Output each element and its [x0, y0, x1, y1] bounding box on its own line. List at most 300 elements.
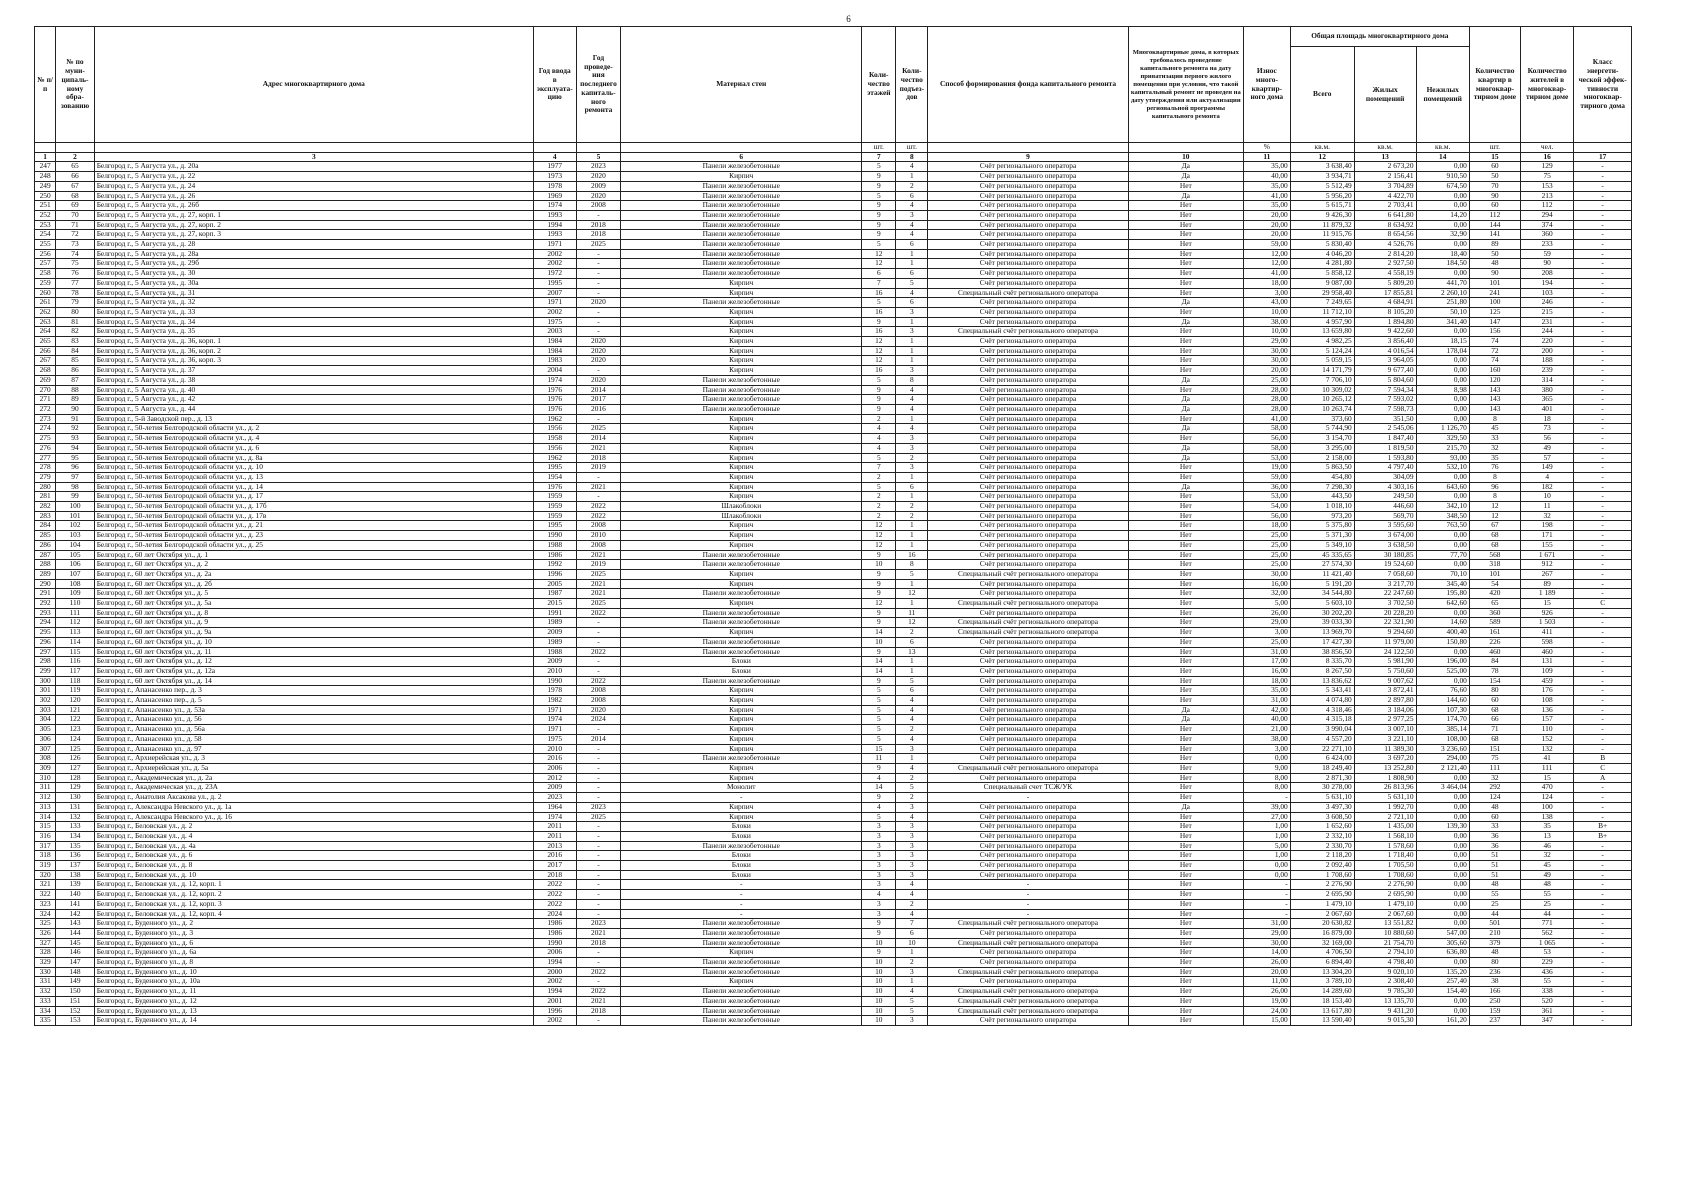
address-cell: Белгород г., 50-летия Белгородской области ул., д. 17: [94, 492, 533, 502]
year-built-cell: 2002: [533, 307, 576, 317]
apartments-cell: 360: [1469, 608, 1520, 618]
column-number: 7: [862, 152, 896, 162]
table-row: [35, 278, 1632, 288]
residents-cell: 138: [1521, 812, 1574, 822]
year-repair-cell: 2018: [576, 220, 621, 230]
year-built-cell: 2003: [533, 327, 576, 337]
area-total-cell: 32 169,00: [1290, 938, 1354, 948]
area-nonliving-cell: 547,00: [1416, 928, 1469, 938]
area-total-cell: 5 349,10: [1290, 540, 1354, 550]
column-number: 8: [896, 152, 928, 162]
entrances-cell: 2: [896, 899, 928, 909]
energy-class-cell: -: [1574, 249, 1632, 259]
table-row: [35, 443, 1632, 453]
needs-repair-cell: Нет: [1128, 618, 1243, 628]
energy-class-cell: -: [1574, 375, 1632, 385]
energy-class-cell: -: [1574, 172, 1632, 182]
apartments-cell: 71: [1469, 725, 1520, 735]
entrances-cell: 12: [896, 618, 928, 628]
area-total-cell: 11 915,76: [1290, 230, 1354, 240]
residents-cell: 112: [1521, 201, 1574, 211]
residents-cell: 155: [1521, 540, 1574, 550]
residents-cell: 48: [1521, 880, 1574, 890]
address-cell: Белгород г., Апанасенко ул., д. 53а: [94, 705, 533, 715]
year-repair-cell: -: [576, 249, 621, 259]
area-total-cell: 6 894,40: [1290, 958, 1354, 968]
table-row: [35, 647, 1632, 657]
wear-percent-cell: 1,00: [1243, 831, 1290, 841]
wall-material-cell: Кирпич: [621, 317, 862, 327]
entrances-cell: 4: [896, 987, 928, 997]
mun-number-cell: 101: [56, 511, 94, 521]
address-cell: Белгород г., 5 Августа ул., д. 30: [94, 269, 533, 279]
entrances-cell: 2: [896, 453, 928, 463]
address-cell: Белгород г., 60 лет Октября ул., д. 10: [94, 637, 533, 647]
needs-repair-cell: Нет: [1128, 210, 1243, 220]
area-total-cell: 9 426,30: [1290, 210, 1354, 220]
apartments-cell: 161: [1469, 628, 1520, 638]
wear-percent-cell: 41,00: [1243, 269, 1290, 279]
area-living-cell: 5 809,20: [1354, 278, 1416, 288]
wall-material-cell: Кирпич: [621, 705, 862, 715]
fund-method-cell: Счёт регионального оператора: [928, 404, 1128, 414]
apartments-cell: 60: [1469, 696, 1520, 706]
entrances-cell: 4: [896, 880, 928, 890]
wall-material-cell: -: [621, 909, 862, 919]
floors-cell: 10: [862, 1016, 896, 1026]
entrances-cell: 1: [896, 657, 928, 667]
year-built-cell: 1996: [533, 1006, 576, 1016]
apartments-cell: 112: [1469, 210, 1520, 220]
floors-cell: 3: [862, 899, 896, 909]
needs-repair-cell: Нет: [1128, 599, 1243, 609]
row-number-cell: 265: [35, 337, 56, 347]
area-nonliving-cell: 2 260,10: [1416, 288, 1469, 298]
fund-method-cell: Счёт регионального оператора: [928, 773, 1128, 783]
wear-percent-cell: 30,00: [1243, 346, 1290, 356]
unit-residents: чел.: [1521, 143, 1574, 153]
fund-method-cell: Счёт регионального оператора: [928, 579, 1128, 589]
energy-class-cell: -: [1574, 938, 1632, 948]
floors-cell: 2: [862, 472, 896, 482]
entrances-cell: 6: [896, 269, 928, 279]
row-number-cell: 306: [35, 734, 56, 744]
floors-cell: 9: [862, 550, 896, 560]
fund-method-cell: Специальный счёт регионального оператора: [928, 996, 1128, 1006]
mun-number-cell: 144: [56, 928, 94, 938]
area-nonliving-cell: 1 126,70: [1416, 424, 1469, 434]
table-row: [35, 191, 1632, 201]
apartments-cell: 65: [1469, 599, 1520, 609]
floors-cell: 4: [862, 434, 896, 444]
address-cell: Белгород г., 60 лет Октября ул., д. 5а: [94, 599, 533, 609]
wall-material-cell: Кирпич: [621, 599, 862, 609]
residents-cell: 149: [1521, 463, 1574, 473]
row-number-cell: 335: [35, 1016, 56, 1026]
table-row: [35, 424, 1632, 434]
needs-repair-cell: Нет: [1128, 521, 1243, 531]
row-number-cell: 321: [35, 880, 56, 890]
apartments-cell: 379: [1469, 938, 1520, 948]
needs-repair-cell: Нет: [1128, 754, 1243, 764]
fund-method-cell: Счёт регионального оператора: [928, 162, 1128, 172]
row-number-cell: 256: [35, 249, 56, 259]
floors-cell: 5: [862, 453, 896, 463]
needs-repair-cell: Нет: [1128, 628, 1243, 638]
year-repair-cell: 2023: [576, 162, 621, 172]
needs-repair-cell: Нет: [1128, 666, 1243, 676]
year-built-cell: 2009: [533, 657, 576, 667]
area-living-cell: 7 594,34: [1354, 385, 1416, 395]
area-living-cell: 2 276,90: [1354, 880, 1416, 890]
area-living-cell: 1 568,10: [1354, 831, 1416, 841]
area-nonliving-cell: 0,00: [1416, 366, 1469, 376]
entrances-cell: 1: [896, 317, 928, 327]
year-built-cell: 2016: [533, 754, 576, 764]
energy-class-cell: -: [1574, 443, 1632, 453]
entrances-cell: 5: [896, 783, 928, 793]
wall-material-cell: Кирпич: [621, 579, 862, 589]
address-cell: Белгород г., 5 Августа ул., д. 32: [94, 298, 533, 308]
mun-number-cell: 110: [56, 599, 94, 609]
entrances-cell: 1: [896, 948, 928, 958]
mun-number-cell: 73: [56, 240, 94, 250]
entrances-cell: 5: [896, 1006, 928, 1016]
address-cell: Белгород г., Апанасенко ул., д. 56а: [94, 725, 533, 735]
needs-repair-cell: Нет: [1128, 240, 1243, 250]
entrances-cell: 3: [896, 307, 928, 317]
area-living-cell: 7 598,73: [1354, 404, 1416, 414]
area-total-cell: 5 956,20: [1290, 191, 1354, 201]
floors-cell: 2: [862, 414, 896, 424]
fund-method-cell: Счёт регионального оператора: [928, 356, 1128, 366]
table-row: [35, 793, 1632, 803]
needs-repair-cell: Нет: [1128, 531, 1243, 541]
row-number-cell: 282: [35, 502, 56, 512]
column-number: 9: [928, 152, 1128, 162]
entrances-cell: 1: [896, 492, 928, 502]
area-living-cell: 3 217,70: [1354, 579, 1416, 589]
wall-material-cell: Панели железобетонные: [621, 589, 862, 599]
area-living-cell: 9 785,30: [1354, 987, 1416, 997]
wall-material-cell: Панели железобетонные: [621, 550, 862, 560]
area-living-cell: 3 702,50: [1354, 599, 1416, 609]
row-number-cell: 330: [35, 967, 56, 977]
needs-repair-cell: Нет: [1128, 327, 1243, 337]
floors-cell: 9: [862, 230, 896, 240]
wear-percent-cell: 0,00: [1243, 754, 1290, 764]
apartments-cell: 568: [1469, 550, 1520, 560]
entrances-cell: 1: [896, 259, 928, 269]
table-row: [35, 899, 1632, 909]
row-number-cell: 311: [35, 783, 56, 793]
fund-method-cell: Счёт регионального оператора: [928, 249, 1128, 259]
row-number-cell: 284: [35, 521, 56, 531]
wear-percent-cell: 41,00: [1243, 191, 1290, 201]
area-nonliving-cell: 0,00: [1416, 375, 1469, 385]
needs-repair-cell: Нет: [1128, 307, 1243, 317]
area-nonliving-cell: 348,50: [1416, 511, 1469, 521]
fund-method-cell: Счёт регионального оператора: [928, 686, 1128, 696]
floors-cell: 3: [862, 851, 896, 861]
address-cell: Белгород г., Беловская ул., д. 12, корп. 2: [94, 890, 533, 900]
wall-material-cell: Кирпич: [621, 307, 862, 317]
year-built-cell: 1990: [533, 676, 576, 686]
address-cell: Белгород г., 60 лет Октября ул., д. 12: [94, 657, 533, 667]
residents-cell: 220: [1521, 337, 1574, 347]
floors-cell: 11: [862, 754, 896, 764]
mun-number-cell: 109: [56, 589, 94, 599]
year-repair-cell: -: [576, 773, 621, 783]
year-built-cell: 1976: [533, 385, 576, 395]
header-fund: Способ формирования фонда капитального ремонта: [928, 27, 1128, 143]
residents-cell: 59: [1521, 249, 1574, 259]
needs-repair-cell: Нет: [1128, 841, 1243, 851]
year-built-cell: 2002: [533, 1016, 576, 1026]
residents-cell: 89: [1521, 579, 1574, 589]
mun-number-cell: 137: [56, 861, 94, 871]
header-year-built: Год ввода в эксплуата-цию: [533, 27, 576, 143]
needs-repair-cell: Нет: [1128, 870, 1243, 880]
year-repair-cell: -: [576, 783, 621, 793]
fund-method-cell: Счёт регионального оператора: [928, 550, 1128, 560]
address-cell: Белгород г., 5 Августа ул., д. 36, корп. 3: [94, 356, 533, 366]
address-cell: Белгород г., 60 лет Октября ул., д. 14: [94, 676, 533, 686]
wall-material-cell: Панели железобетонные: [621, 230, 862, 240]
entrances-cell: 1: [896, 172, 928, 182]
fund-method-cell: Счёт регионального оператора: [928, 540, 1128, 550]
year-built-cell: 1956: [533, 424, 576, 434]
area-total-cell: 1 479,10: [1290, 899, 1354, 909]
address-cell: Белгород г., Беловская ул., д. 4: [94, 831, 533, 841]
energy-class-cell: -: [1574, 647, 1632, 657]
area-total-cell: 3 638,40: [1290, 162, 1354, 172]
year-repair-cell: 2018: [576, 1006, 621, 1016]
needs-repair-cell: Нет: [1128, 502, 1243, 512]
entrances-cell: 2: [896, 725, 928, 735]
address-cell: Белгород г., 5 Августа ул., д. 34: [94, 317, 533, 327]
mun-number-cell: 106: [56, 560, 94, 570]
year-built-cell: 1989: [533, 618, 576, 628]
floors-cell: 2: [862, 502, 896, 512]
floors-cell: 9: [862, 404, 896, 414]
year-built-cell: 2018: [533, 870, 576, 880]
address-cell: Белгород г., 50-летия Белгородской области ул., д. 10: [94, 463, 533, 473]
area-living-cell: 9 431,20: [1354, 1006, 1416, 1016]
address-cell: Белгород г., 50-летия Белгородской области ул., д. 4: [94, 434, 533, 444]
table-row: [35, 822, 1632, 832]
address-cell: Белгород г., 5 Августа ул., д. 28а: [94, 249, 533, 259]
year-repair-cell: -: [576, 618, 621, 628]
floors-cell: 14: [862, 783, 896, 793]
area-nonliving-cell: 0,00: [1416, 414, 1469, 424]
year-repair-cell: 2021: [576, 928, 621, 938]
wear-percent-cell: 35,00: [1243, 181, 1290, 191]
row-number-cell: 283: [35, 511, 56, 521]
wall-material-cell: Кирпич: [621, 278, 862, 288]
apartments-cell: 147: [1469, 317, 1520, 327]
row-number-cell: 248: [35, 172, 56, 182]
residents-cell: 103: [1521, 288, 1574, 298]
floors-cell: 15: [862, 744, 896, 754]
wall-material-cell: Блоки: [621, 657, 862, 667]
area-total-cell: 17 427,30: [1290, 637, 1354, 647]
wear-percent-cell: -: [1243, 899, 1290, 909]
entrances-cell: 4: [896, 201, 928, 211]
entrances-cell: 3: [896, 327, 928, 337]
year-repair-cell: 2008: [576, 540, 621, 550]
wear-percent-cell: -: [1243, 793, 1290, 803]
table-row: [35, 812, 1632, 822]
area-nonliving-cell: 196,00: [1416, 657, 1469, 667]
wear-percent-cell: 11,00: [1243, 977, 1290, 987]
wall-material-cell: Кирпич: [621, 977, 862, 987]
mun-number-cell: 77: [56, 278, 94, 288]
area-nonliving-cell: 0,00: [1416, 909, 1469, 919]
needs-repair-cell: Нет: [1128, 725, 1243, 735]
residents-cell: 100: [1521, 802, 1574, 812]
residents-cell: 231: [1521, 317, 1574, 327]
address-cell: Белгород г., 50-летия Белгородской области ул., д. 2: [94, 424, 533, 434]
wear-percent-cell: 35,00: [1243, 686, 1290, 696]
wear-percent-cell: 9,00: [1243, 764, 1290, 774]
address-cell: Белгород г., 5 Августа ул., д. 29б: [94, 259, 533, 269]
address-cell: Белгород г., 5 Августа ул., д. 22: [94, 172, 533, 182]
address-cell: Белгород г., Буденного ул., д. 8: [94, 958, 533, 968]
year-repair-cell: -: [576, 880, 621, 890]
area-total-cell: 13 617,80: [1290, 1006, 1354, 1016]
fund-method-cell: Счёт регионального оператора: [928, 492, 1128, 502]
wall-material-cell: Шлакоблоки: [621, 502, 862, 512]
area-living-cell: 4 016,54: [1354, 346, 1416, 356]
apartments-cell: 166: [1469, 987, 1520, 997]
area-living-cell: 7 593,02: [1354, 395, 1416, 405]
energy-class-cell: -: [1574, 317, 1632, 327]
residents-cell: 239: [1521, 366, 1574, 376]
area-living-cell: 2 897,80: [1354, 696, 1416, 706]
apartments-cell: 51: [1469, 851, 1520, 861]
needs-repair-cell: Нет: [1128, 734, 1243, 744]
year-repair-cell: 2021: [576, 550, 621, 560]
floors-cell: 3: [862, 861, 896, 871]
energy-class-cell: -: [1574, 1016, 1632, 1026]
year-repair-cell: -: [576, 958, 621, 968]
unit-area-living: кв.м.: [1354, 143, 1416, 153]
residents-cell: 208: [1521, 269, 1574, 279]
area-living-cell: 9 294,60: [1354, 628, 1416, 638]
address-cell: Белгород г., Александра Невского ул., д. 16: [94, 812, 533, 822]
fund-method-cell: Счёт регионального оператора: [928, 472, 1128, 482]
year-repair-cell: 2018: [576, 938, 621, 948]
table-row: [35, 307, 1632, 317]
year-repair-cell: -: [576, 210, 621, 220]
year-built-cell: 2010: [533, 744, 576, 754]
mun-number-cell: 125: [56, 744, 94, 754]
wall-material-cell: Панели железобетонные: [621, 1006, 862, 1016]
mun-number-cell: 134: [56, 831, 94, 841]
energy-class-cell: -: [1574, 327, 1632, 337]
wear-percent-cell: 24,00: [1243, 1006, 1290, 1016]
year-repair-cell: 2022: [576, 676, 621, 686]
area-total-cell: 3 497,30: [1290, 802, 1354, 812]
floors-cell: 16: [862, 327, 896, 337]
apartments-cell: 12: [1469, 511, 1520, 521]
needs-repair-cell: Нет: [1128, 356, 1243, 366]
area-nonliving-cell: 144,60: [1416, 696, 1469, 706]
area-living-cell: 13 135,70: [1354, 996, 1416, 1006]
row-number-cell: 305: [35, 725, 56, 735]
wear-percent-cell: 0,00: [1243, 870, 1290, 880]
area-nonliving-cell: 251,80: [1416, 298, 1469, 308]
year-repair-cell: -: [576, 948, 621, 958]
floors-cell: 12: [862, 249, 896, 259]
residents-cell: 108: [1521, 696, 1574, 706]
energy-class-cell: -: [1574, 298, 1632, 308]
floors-cell: 5: [862, 375, 896, 385]
energy-class-cell: -: [1574, 618, 1632, 628]
wall-material-cell: Панели железобетонные: [621, 560, 862, 570]
entrances-cell: 5: [896, 676, 928, 686]
fund-method-cell: Специальный счёт регионального оператора: [928, 764, 1128, 774]
wall-material-cell: Панели железобетонные: [621, 240, 862, 250]
year-built-cell: 2023: [533, 793, 576, 803]
row-number-cell: 314: [35, 812, 56, 822]
row-number-cell: 290: [35, 579, 56, 589]
entrances-cell: 2: [896, 793, 928, 803]
mun-number-cell: 118: [56, 676, 94, 686]
residents-cell: 90: [1521, 259, 1574, 269]
wear-percent-cell: 29,00: [1243, 337, 1290, 347]
mun-number-cell: 143: [56, 919, 94, 929]
year-repair-cell: 2008: [576, 521, 621, 531]
area-living-cell: 4 797,40: [1354, 463, 1416, 473]
mun-number-cell: 79: [56, 298, 94, 308]
row-number-cell: 313: [35, 802, 56, 812]
area-nonliving-cell: 0,00: [1416, 404, 1469, 414]
area-total-cell: 4 957,90: [1290, 317, 1354, 327]
mun-number-cell: 99: [56, 492, 94, 502]
area-total-cell: 10 263,74: [1290, 404, 1354, 414]
year-built-cell: 2007: [533, 288, 576, 298]
row-number-cell: 251: [35, 201, 56, 211]
wall-material-cell: Панели железобетонные: [621, 928, 862, 938]
apartments-cell: 89: [1469, 240, 1520, 250]
wall-material-cell: Кирпич: [621, 744, 862, 754]
table-row: [35, 802, 1632, 812]
needs-repair-cell: Да: [1128, 453, 1243, 463]
floors-cell: 12: [862, 356, 896, 366]
residents-cell: 374: [1521, 220, 1574, 230]
residents-cell: 338: [1521, 987, 1574, 997]
address-cell: Белгород г., Апанасенко ул., д. 58: [94, 734, 533, 744]
area-total-cell: 1 708,60: [1290, 870, 1354, 880]
wear-percent-cell: 25,00: [1243, 550, 1290, 560]
floors-cell: 16: [862, 366, 896, 376]
floors-cell: 5: [862, 162, 896, 172]
area-nonliving-cell: 14,60: [1416, 618, 1469, 628]
energy-class-cell: -: [1574, 744, 1632, 754]
fund-method-cell: Счёт регионального оператора: [928, 337, 1128, 347]
energy-class-cell: -: [1574, 230, 1632, 240]
wear-percent-cell: 28,00: [1243, 404, 1290, 414]
floors-cell: 9: [862, 220, 896, 230]
row-number-cell: 264: [35, 327, 56, 337]
needs-repair-cell: Нет: [1128, 696, 1243, 706]
wear-percent-cell: 19,00: [1243, 463, 1290, 473]
year-built-cell: 1971: [533, 298, 576, 308]
area-nonliving-cell: 0,00: [1416, 647, 1469, 657]
needs-repair-cell: Нет: [1128, 414, 1243, 424]
